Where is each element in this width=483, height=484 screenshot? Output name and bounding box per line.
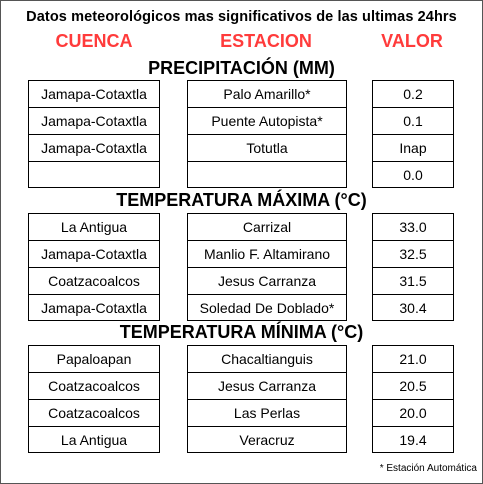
header-estacion: ESTACION — [220, 31, 312, 51]
cuenca-cell: Coatzacoalcos — [29, 268, 159, 295]
valor-column — [372, 345, 454, 453]
cuenca-cell: Jamapa-Cotaxtla — [29, 241, 159, 268]
estacion-cell: Totutla — [188, 135, 346, 162]
estacion-cell: Jesus Carranza — [188, 373, 346, 400]
cuenca-column — [28, 345, 160, 453]
valor-cell: 20.5 — [373, 373, 453, 400]
cuenca-cell: Jamapa-Cotaxtla — [29, 81, 159, 108]
estacion-cell: Manlio F. Altamirano — [188, 241, 346, 268]
cuenca-cell: Coatzacoalcos — [29, 400, 159, 427]
section-title-precipitacion: PRECIPITACIÓN (MM) — [148, 58, 335, 78]
section-title-temp-max: TEMPERATURA MÁXIMA (°C) — [116, 190, 367, 210]
cuenca-cell: Jamapa-Cotaxtla — [29, 108, 159, 135]
cuenca-cell: Papaloapan — [29, 346, 159, 373]
cuenca-cell: Jamapa-Cotaxtla — [29, 135, 159, 162]
cuenca-cell: La Antigua — [29, 214, 159, 241]
valor-cell: 21.0 — [373, 346, 453, 373]
valor-cell: 20.0 — [373, 400, 453, 427]
bulletin-title: Datos meteorológicos mas significativos de las ultimas 24hrs — [26, 9, 457, 25]
estacion-cell: Chacaltianguis — [188, 346, 346, 373]
estacion-column — [187, 80, 347, 188]
estacion-cell: Jesus Carranza — [188, 268, 346, 295]
cuenca-cell — [29, 162, 159, 188]
estacion-cell: Palo Amarillo* — [188, 81, 346, 108]
cuenca-column — [28, 80, 160, 188]
estacion-cell: Veracruz — [239, 432, 295, 448]
cuenca-column — [28, 213, 160, 321]
valor-cell: 0.0 — [403, 167, 423, 183]
valor-cell: Inap — [373, 135, 453, 162]
valor-cell: 19.4 — [399, 432, 427, 448]
header-valor: VALOR — [381, 31, 443, 51]
estacion-cell: Puente Autopista* — [188, 108, 346, 135]
valor-column — [372, 80, 454, 188]
section-title-temp-min: TEMPERATURA MÍNIMA (°C) — [119, 322, 364, 342]
estacion-column — [187, 213, 347, 321]
estacion-cell: Carrizal — [188, 214, 346, 241]
valor-cell: 30.4 — [399, 300, 427, 316]
cuenca-cell: Jamapa-Cotaxtla — [41, 300, 147, 316]
valor-cell: 33.0 — [373, 214, 453, 241]
cuenca-cell: Coatzacoalcos — [29, 373, 159, 400]
cuenca-cell: La Antigua — [60, 432, 128, 448]
estacion-cell: Soledad De Doblado* — [199, 300, 335, 316]
estacion-cell — [188, 162, 346, 188]
footnote-automatic-station: * Estación Automática — [379, 463, 477, 474]
valor-cell: 31.5 — [373, 268, 453, 295]
valor-cell: 0.1 — [373, 108, 453, 135]
valor-cell: 0.2 — [373, 81, 453, 108]
valor-cell: 32.5 — [373, 241, 453, 268]
valor-column — [372, 213, 454, 321]
estacion-column — [187, 345, 347, 453]
estacion-cell: Las Perlas — [188, 400, 346, 427]
header-cuenca: CUENCA — [55, 31, 133, 51]
